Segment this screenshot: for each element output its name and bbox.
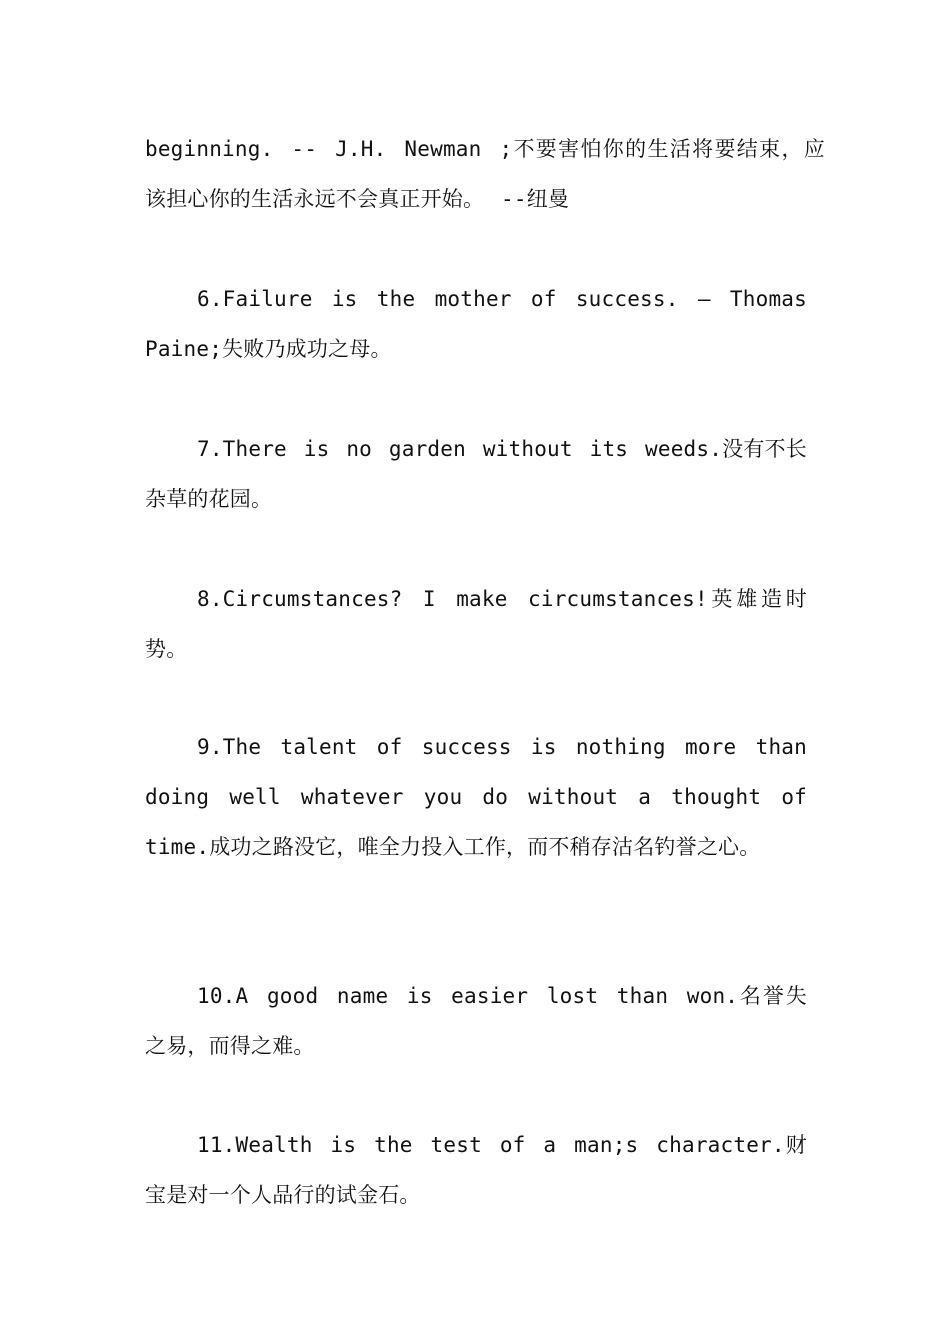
paragraph-quote-6: 6.Failure is the mother of success. – Thomas Paine;失败乃成功之母。 [145, 287, 807, 361]
paragraph-quote-7: 7.There is no garden without its weeds.没有不长杂草的花园。 [145, 437, 807, 511]
paragraph-quote-11: 11.Wealth is the test of a man;s character.财宝是对一个人品行的试金石。 [145, 1133, 807, 1207]
paragraph-quote-10: 10.A good name is easier lost than won.名誉失之易，而得之难。 [145, 984, 807, 1058]
paragraph-quote-8: 8.Circumstances? I make circumstances!英雄造时势。 [145, 587, 807, 661]
paragraph-quote-9: 9.The talent of success is nothing more than doing well whatever you do without a thought of time.成功之路没它，唯全力投入工作，而不稍存沽名钓誉之心。 [145, 735, 807, 859]
paragraph-intro: beginning. -- J.H. Newman ;不要害怕你的生活将要结束，应该担心你的生活永远不会真正开始。 --纽曼 [145, 137, 825, 211]
